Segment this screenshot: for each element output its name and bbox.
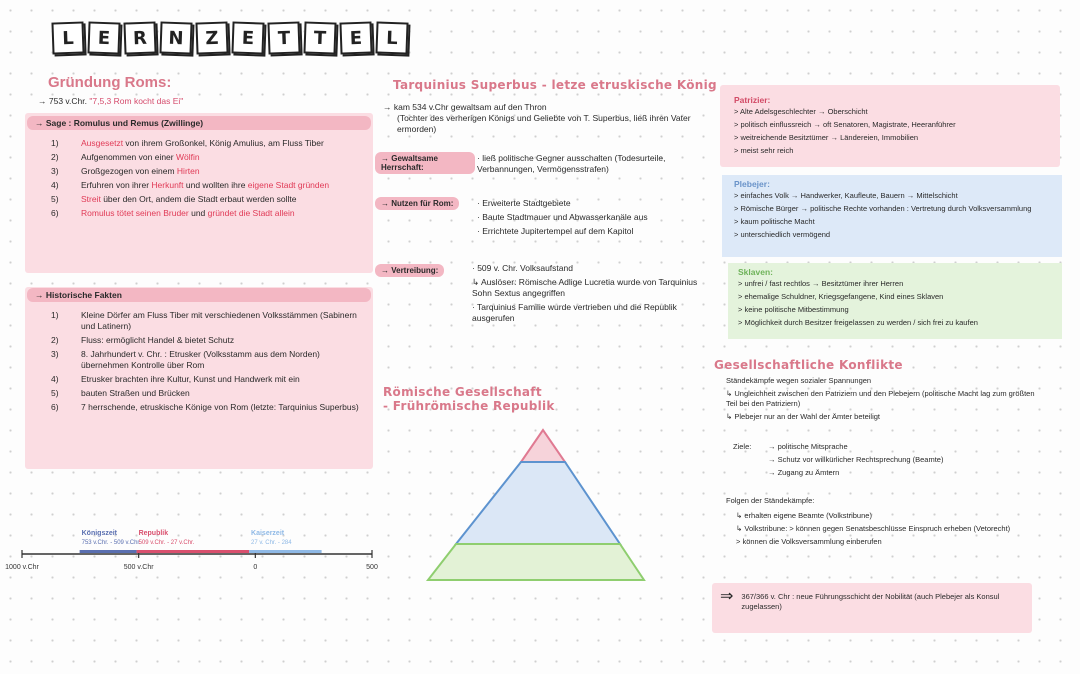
vertreibung-tag: → Vertreibung: — [375, 264, 444, 277]
plebejer-box — [722, 175, 1062, 257]
intro-line-2: (Tochter des verherigen Königs und Geliebte von T. Superbus, ließ ihren Vater ermorden) — [397, 113, 691, 134]
plebejer-item: > unterschiedlich vermögend — [734, 230, 831, 239]
item-text: Fluss: ermöglicht Handel & bietet Schutz — [81, 335, 235, 345]
sklaven-list — [728, 277, 1062, 328]
sklaven-item: > Möglichkeit durch Besitzer freigelassen zu werden / sich frei zu kaufen — [738, 318, 978, 327]
title-letter: E — [231, 21, 264, 54]
sage-item — [51, 166, 363, 177]
nutzen-item: · Errichtete Jupitertempel auf dem Kapitol — [477, 226, 634, 236]
item-number: 1) — [51, 310, 59, 320]
timeline-period-bar — [80, 550, 137, 553]
text-plain: und — [188, 208, 208, 218]
founding-heading: Gründung Roms: — [48, 74, 172, 91]
text-highlight: Streit — [81, 194, 101, 204]
sage-item — [51, 208, 363, 219]
pyramid-bottom-sklaven — [428, 544, 644, 580]
item-text: bauten Straßen und Brücken — [81, 388, 190, 398]
nutzen-item: · Erweiterte Stadtgebiete — [477, 198, 571, 208]
item-text: 8. Jahrhundert v. Chr. : Etrusker (Volksstamm aus dem Norden) übernehmen Kontrolle über Rom — [81, 349, 320, 370]
patrizier-item: > Alte Adelsgeschlechter → Oberschicht — [734, 107, 868, 116]
item-text — [81, 138, 324, 149]
title-letter: T — [303, 21, 336, 54]
timeline-tick-label: 500 v.Chr — [123, 564, 154, 571]
text-plain: von ihrem Großonkel, König Amulius, am Fluss Tiber — [123, 138, 324, 148]
sklaven-head: Sklaven: — [738, 267, 773, 277]
timeline-tick-label: 500 — [366, 564, 378, 571]
timeline-period-range: 509 v.Chr. - 27 v.Chr. — [138, 540, 195, 546]
vertreibung-item: · Tarquinius Familie wurde vertrieben und die Republik ausgerufen — [472, 302, 677, 323]
folgen-head: Folgen der Ständekämpfe: — [726, 496, 815, 505]
patrizier-head: Patrizier: — [734, 95, 771, 105]
item-number: 5) — [51, 388, 59, 398]
fakten-item — [51, 335, 363, 346]
item-number: 4) — [51, 374, 59, 384]
fakten-box — [25, 287, 373, 469]
society-pyramid — [420, 424, 650, 584]
item-number: 6) — [51, 208, 59, 218]
folgen-item: ↳ erhalten eigene Beamte (Volkstribune) — [736, 511, 872, 520]
timeline-period-bar — [249, 550, 322, 553]
timeline-period-range: 753 v.Chr. - 509 v.Chr. — [81, 540, 141, 546]
gewalt-tag: → Gewaltsame Herrschaft: — [375, 152, 475, 174]
sklaven-box — [728, 263, 1062, 339]
konflikt-item: ↳ Plebejer nur an der Wahl der Ämter beteiligt — [726, 412, 880, 421]
society-heading-2: - Frührömische Republik — [383, 399, 555, 413]
text-plain: Aufgenommen von einer — [81, 152, 176, 162]
folgen-item: ↳ Volkstribune: > können gegen Senatsbeschlüsse Einspruch erheben (Vetorecht) — [736, 524, 1011, 533]
item-text: Kleine Dörfer am Fluss Tiber mit verschiedenen Volksstämmen (Sabinern und Latinern) — [81, 310, 357, 331]
ziele-list — [768, 442, 1048, 481]
fakten-bar: → Historische Fakten — [27, 288, 371, 302]
vertreibung-list — [472, 263, 708, 327]
item-text — [81, 152, 200, 163]
vertreibung-tag-wrap — [375, 260, 444, 278]
ziele-item: → politische Mitsprache — [768, 442, 848, 451]
founding-year: → 753 v.Chr. — [38, 96, 87, 106]
tarquinius-intro — [383, 102, 703, 135]
ziele-item: → Schutz vor willkürlicher Rechtsprechung (Beamte) — [768, 455, 944, 464]
text-plain: Großgezogen von einem — [81, 166, 177, 176]
text-highlight: Ausgesetzt — [81, 138, 124, 148]
item-number: 2) — [51, 152, 59, 162]
patrizier-box — [720, 85, 1060, 167]
title-letter: T — [267, 21, 300, 54]
text-plain: und wollten ihre — [183, 180, 248, 190]
page-title — [52, 22, 408, 54]
fakten-list — [25, 302, 373, 413]
konflikt-list — [726, 376, 1046, 425]
double-arrow-icon: ⇒ — [720, 588, 734, 605]
text-highlight: Herkunft — [151, 180, 184, 190]
nutzen-item: · Baute Stadtmauer und Abwasserkanäle aus — [477, 212, 648, 222]
timeline-tick-label: 0 — [253, 564, 258, 571]
founding-date — [38, 96, 183, 107]
konflikt-heading: Gesellschaftliche Konflikte — [714, 358, 903, 372]
intro-line-1: → kam 534 v.Chr gewaltsam auf den Thron — [383, 102, 547, 112]
item-number: 3) — [51, 166, 59, 176]
patrizier-item: > weitreichende Besitztümer → Ländereien, Immobilien — [734, 133, 919, 142]
nutzen-tag: → Nutzen für Rom: — [375, 197, 459, 210]
patrizier-list — [720, 105, 1060, 156]
fakten-item — [51, 388, 363, 399]
sage-list — [25, 130, 373, 219]
timeline-period-name: Kaiserzeit — [251, 530, 285, 537]
nutzen-list — [477, 198, 707, 240]
item-number: 2) — [51, 335, 59, 345]
fakten-item — [51, 349, 363, 371]
plebejer-head: Plebejer: — [734, 179, 770, 189]
fakten-item — [51, 402, 363, 413]
timeline-period-range: 27 v. Chr. - 284 — [251, 540, 292, 546]
timeline-period-name: Königszeit — [81, 530, 118, 537]
text-plain: Erfuhren von ihrer — [81, 180, 152, 190]
sklaven-item: > ehemalige Schuldner, Kriegsgefangene, Kind eines Sklaven — [738, 292, 944, 301]
sage-bar: → Sage : Romulus und Remus (Zwillinge) — [27, 116, 371, 130]
founding-mnemonic: "7,5,3 Rom kocht das Ei" — [89, 96, 184, 106]
nutzen-tag-wrap — [375, 193, 459, 211]
item-text: 7 herrschende, etruskische Könige von Rom (letzte: Tarquinius Superbus) — [81, 402, 359, 412]
gewalt-item: · ließ politische Gegner ausschalten (Todesurteile, Verbannungen, Vermögensstrafen) — [477, 153, 666, 174]
title-letter: L — [51, 21, 84, 54]
item-text — [81, 208, 295, 219]
folgen-item: > können die Volksversammlung einberufen — [736, 537, 882, 546]
plebejer-list — [722, 189, 1062, 240]
text-highlight: gründet die Stadt allein — [207, 208, 295, 218]
gewalt-tag-wrap — [375, 152, 475, 175]
text-highlight: Hirten — [176, 166, 200, 176]
sklaven-item: > unfrei / fast rechtlos → Besitztümer ihrer Herren — [738, 279, 904, 288]
ziele-label: Ziele: — [733, 442, 752, 451]
nobilitaet-box — [712, 583, 1032, 633]
pyramid-top-patrizier — [521, 430, 565, 462]
nobilitaet-text: 367/366 v. Chr : neue Führungsschicht der Nobilität (auch Plebejer als Konsul zugelassen) — [741, 592, 1000, 611]
item-number: 6) — [51, 402, 59, 412]
konflikt-item: Ständekämpfe wegen sozialer Spannungen — [726, 376, 872, 385]
title-letter: L — [375, 21, 408, 54]
title-letter: N — [159, 21, 192, 54]
timeline-tick-label: 1000 v.Chr — [5, 564, 39, 571]
sage-item — [51, 194, 363, 205]
konflikt-item: ↳ Ungleichheit zwischen den Patriziern und den Plebejern (politische Macht lag zum größten Teil bei den Patriziern) — [726, 389, 1035, 408]
timeline-period-name: Republik — [138, 530, 169, 537]
folgen-list — [736, 511, 1036, 550]
item-number: 4) — [51, 180, 59, 190]
sage-box — [25, 113, 373, 273]
society-heading — [383, 385, 555, 413]
item-text — [81, 166, 200, 177]
tarquinius-heading: Tarquinius Superbus - letze etruskische König — [393, 78, 717, 92]
text-highlight: eigene Stadt gründen — [247, 180, 330, 190]
sklaven-item: > keine politische Mitbestimmung — [738, 305, 849, 314]
text-highlight: Romulus tötet seinen Bruder — [81, 208, 189, 218]
sage-item — [51, 180, 363, 191]
plebejer-item: > kaum politische Macht — [734, 217, 815, 226]
title-letter: E — [87, 21, 120, 54]
item-text: Etrusker brachten ihre Kultur, Kunst und Handwerk mit ein — [81, 374, 300, 384]
item-number: 1) — [51, 138, 59, 148]
fakten-item — [51, 310, 363, 332]
timeline-period-bar — [137, 550, 249, 553]
text-highlight: Wölfin — [175, 152, 200, 162]
sage-item — [51, 138, 363, 149]
sage-item — [51, 152, 363, 163]
item-number: 3) — [51, 349, 59, 359]
item-text — [81, 194, 296, 205]
ziele-item: → Zugang zu Ämtern — [768, 468, 840, 477]
society-heading-1: Römische Gesellschaft — [383, 385, 542, 399]
item-number: 5) — [51, 194, 59, 204]
patrizier-item: > meist sehr reich — [734, 146, 794, 155]
vertreibung-item: · 509 v. Chr. Volksaufstand — [472, 263, 573, 273]
plebejer-item: > einfaches Volk → Handwerker, Kaufleute, Bauern → Mittelschicht — [734, 191, 958, 200]
text-plain: über den Ort, andem die Stadt erbaut werden sollte — [100, 194, 297, 204]
title-letter: Z — [195, 21, 228, 54]
title-letter: E — [339, 21, 372, 54]
item-text — [81, 180, 329, 191]
pyramid-middle-plebejer — [456, 462, 620, 544]
title-letter: R — [123, 21, 156, 54]
vertreibung-item: ↳ Auslöser: Römische Adlige Lucretia wurde von Tarquinius Sohn Sextus angegriffen — [472, 277, 698, 298]
fakten-item — [51, 374, 363, 385]
gewalt-list — [477, 153, 697, 178]
patrizier-item: > politisch einflussreich → oft Senatoren, Magistrate, Heeranführer — [734, 120, 956, 129]
timeline — [5, 522, 380, 574]
plebejer-item: > Römische Bürger → politische Rechte vorhanden : Vertretung durch Volksversammlung — [734, 204, 1032, 213]
